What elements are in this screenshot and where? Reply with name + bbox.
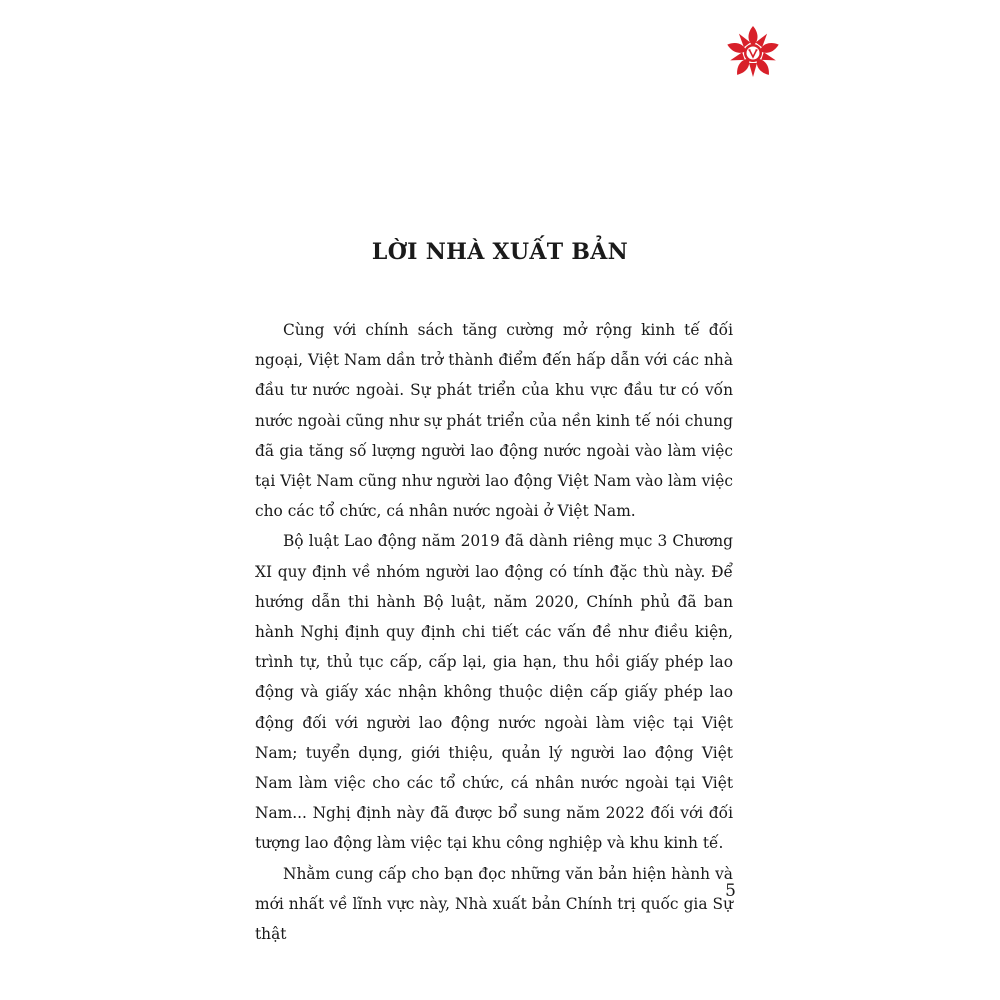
paragraph: Cùng với chính sách tăng cường mở rộng kinh tế đối ngoại, Việt Nam dần trở thành điểm đến hấp dẫn với các nhà đầu tư nước ngoài. Sự phát triển của khu vực đầu tư có vốn nước ngoài cũng như sự phát triển của nền kinh tế nói chung đã gia tăng số lượng người lao động nước ngoài vào làm việc tại Việt Nam cũng như người lao động Việt Nam vào làm việc cho các tổ chức, cá nhân nước ngoài ở Việt Nam. <box>255 321 733 521</box>
paragraph: Nhằm cung cấp cho bạn đọc những văn bản hiện hành và mới nhất về lĩnh vực này, Nhà xuất bản Chính trị quốc gia Sự thật <box>255 864 733 944</box>
publisher-star-logo-icon <box>724 24 782 82</box>
page-title: LỜI NHÀ XUẤT BẢN <box>371 239 629 265</box>
paragraph: Bộ luật Lao động năm 2019 đã dành riêng mục 3 Chương XI quy định về nhóm người lao động có tính đặc thù này. Để hướng dẫn thi hành Bộ luật, năm 2020, Chính phủ đã ban hành Nghị định quy định chi tiết các vấn đề như điều kiện, trình tự, thủ tục cấp, cấp lại, gia hạn, thu hồi giấy phép lao động và giấy xác nhận không thuộc diện cấp giấy phép lao động đối với người lao động nước ngoài làm việc tại Việt Nam; tuyển dụng, giới thiệu, quản lý người lao động Việt Nam làm việc cho các tổ chức, cá nhân nước ngoài tại Việt Nam... Nghị định này đã được bổ sung năm 2022 đối với đối tượng lao động làm việc tại khu công nghiệp và khu kinh tế. <box>255 532 733 853</box>
body-text <box>255 315 733 949</box>
page-number: 5 <box>725 881 736 901</box>
